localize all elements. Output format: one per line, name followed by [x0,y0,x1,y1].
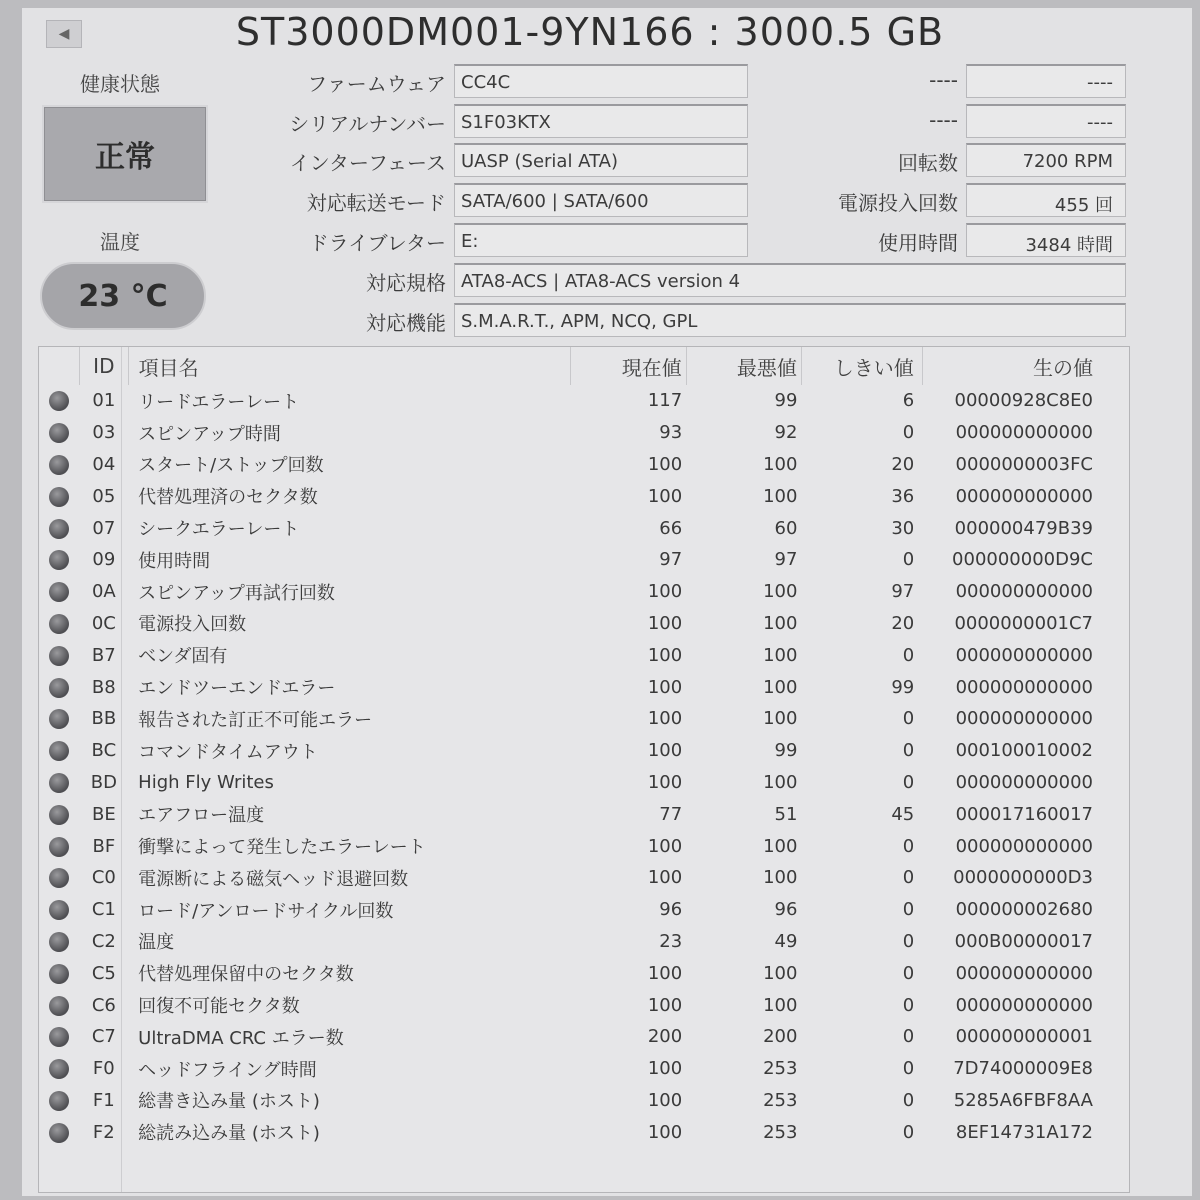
attribute-current: 100 [647,1058,683,1080]
attribute-current: 100 [647,453,683,475]
unknown-label-1: ---- [929,68,958,92]
column-header-threshold[interactable]: しきい値 [801,347,922,385]
status-cell [39,671,80,703]
attribute-threshold: 97 [891,581,915,603]
interface-label: インターフェース [289,151,446,175]
attribute-threshold: 20 [891,453,915,475]
attribute-threshold: 0 [902,740,915,762]
attribute-name: 使用時間 [138,550,211,572]
status-cell [39,1053,80,1085]
status-dot-icon [49,487,69,507]
attribute-threshold: 30 [891,517,915,539]
attribute-id: 03 [92,422,116,444]
table-row[interactable] [39,894,1129,926]
table-row[interactable] [39,512,1129,544]
column-header-raw[interactable]: 生の値 [1033,355,1093,380]
status-cell [39,544,80,576]
status-dot-icon [49,1027,69,1047]
attribute-name: コマンドタイムアウト [138,741,318,763]
table-row[interactable] [39,417,1129,449]
attribute-raw: 00000928C8E0 [954,390,1093,412]
attribute-threshold: 36 [891,485,915,507]
status-cell [39,894,80,926]
status-cell [39,639,80,671]
attribute-worst: 100 [763,453,798,475]
attribute-threshold: 0 [902,1058,915,1080]
table-row[interactable] [39,1021,1129,1053]
attribute-name: エアフロー温度 [138,805,265,827]
table-row[interactable] [39,1116,1129,1148]
table-row[interactable] [39,798,1129,830]
attribute-raw: 000100010002 [955,740,1093,762]
status-cell [39,926,80,958]
status-dot-icon [49,868,69,888]
table-row[interactable] [39,671,1129,703]
attribute-id: F1 [92,1089,115,1111]
attribute-threshold: 0 [902,930,915,952]
attribute-current: 100 [647,1089,683,1111]
smart-table[interactable] [38,346,1130,1193]
attribute-id: C2 [91,930,116,952]
table-row[interactable] [39,703,1129,735]
power-on-hours-label: 使用時間 [878,231,958,255]
status-dot-icon [49,1091,69,1111]
attribute-current: 97 [659,549,683,571]
status-cell [39,1085,80,1117]
status-dot-icon [49,519,69,539]
attribute-worst: 100 [763,644,798,666]
attribute-id: 09 [92,549,116,571]
attribute-id: BF [92,835,116,857]
firmware-field: CC4C [454,64,748,98]
attribute-worst: 100 [763,676,798,698]
status-cell [39,957,80,989]
attribute-id: BB [91,708,117,730]
table-row[interactable] [39,989,1129,1021]
attribute-id: C6 [91,994,116,1016]
status-dot-icon [49,550,69,570]
table-row[interactable] [39,767,1129,799]
attribute-current: 100 [647,994,683,1016]
status-cell [39,385,80,417]
attribute-raw: 000000000000 [955,994,1093,1016]
status-cell [39,1021,80,1053]
table-row[interactable] [39,735,1129,767]
smart-attributes-table [39,347,1129,1148]
attribute-raw: 000000479B39 [954,517,1093,539]
attribute-raw: 000000000001 [955,1026,1093,1048]
status-cell [39,735,80,767]
attribute-name: エンドツーエンドエラー [138,678,336,700]
status-dot-icon [49,423,69,443]
attribute-name: 衝撃によって発生したエラーレート [138,837,426,859]
column-header-name[interactable]: 項目名 [128,347,571,385]
attribute-threshold: 0 [902,422,915,444]
status-cell [39,703,80,735]
attribute-name: UltraDMA CRC エラー数 [138,1027,344,1049]
attribute-worst: 92 [774,422,798,444]
attribute-threshold: 0 [902,899,915,921]
attribute-name: ベンダ固有 [138,646,228,668]
status-dot-icon [49,741,69,761]
attribute-threshold: 0 [902,1026,915,1048]
serial-label: シリアルナンバー [289,112,446,136]
serial-field: S1F03KTX [454,104,748,138]
status-dot-icon [49,964,69,984]
drive-letter-label: ドライブレター [308,231,446,255]
standard-field: ATA8-ACS | ATA8-ACS version 4 [454,263,1126,297]
rotation-label: 回転数 [898,151,958,175]
attribute-current: 93 [659,422,683,444]
status-dot-icon [49,1059,69,1079]
attribute-current: 100 [647,740,683,762]
attribute-current: 100 [647,962,683,984]
column-header-current[interactable]: 現在値 [571,347,686,385]
status-dot-icon [49,646,69,666]
table-header-row [39,347,1129,385]
attribute-raw: 0000000003FC [955,453,1093,475]
attribute-raw: 000000000000 [955,644,1093,666]
attribute-threshold: 0 [902,708,915,730]
attribute-raw: 000000000000 [955,771,1093,793]
attribute-current: 100 [647,1121,683,1143]
attribute-name: シークエラーレート [138,519,300,541]
attribute-raw: 000000002680 [955,899,1093,921]
status-cell [39,767,80,799]
attribute-current: 100 [647,676,683,698]
attribute-threshold: 0 [902,771,915,793]
status-dot-icon [49,709,69,729]
attribute-id: 01 [92,390,116,412]
attribute-id: 04 [92,453,116,475]
features-field: S.M.A.R.T., APM, NCQ, GPL [454,303,1126,337]
table-row[interactable] [39,1053,1129,1085]
attribute-name: スピンアップ再試行回数 [138,582,335,604]
attribute-id: C0 [91,867,116,889]
status-dot-icon [49,455,69,475]
attribute-worst: 100 [763,962,798,984]
table-row[interactable] [39,957,1129,989]
attribute-worst: 100 [763,612,798,634]
column-header-status[interactable] [39,347,80,385]
attribute-raw: 000000000000 [955,708,1093,730]
status-dot-icon [49,805,69,825]
attribute-current: 100 [647,644,683,666]
power-on-count-field: 455 回 [966,183,1126,217]
firmware-label: ファームウェア [307,72,446,96]
status-cell [39,862,80,894]
attribute-current: 77 [659,803,683,825]
attribute-id: 07 [92,517,116,539]
attribute-threshold: 0 [902,994,915,1016]
status-dot-icon [49,932,69,952]
attribute-worst: 99 [774,390,798,412]
attribute-worst: 100 [763,581,798,603]
health-status-button[interactable]: 正常 [42,105,208,203]
attribute-worst: 49 [774,930,798,952]
attribute-raw: 0000000000D3 [953,867,1093,889]
status-cell [39,830,80,862]
power-on-hours-field: 3484 時間 [966,223,1126,257]
attribute-threshold: 6 [902,390,915,412]
attribute-threshold: 0 [902,962,915,984]
attribute-current: 100 [647,708,683,730]
attribute-raw: 000017160017 [955,803,1093,825]
table-row[interactable] [39,608,1129,640]
table-row[interactable] [39,449,1129,481]
rotation-field: 7200 RPM [966,143,1126,177]
attribute-raw: 0000000001C7 [954,612,1093,634]
attribute-worst: 100 [763,994,798,1016]
attribute-id: F2 [92,1121,115,1143]
power-on-count-label: 電源投入回数 [838,191,958,215]
attribute-id: 0C [91,612,116,634]
status-cell [39,1116,80,1148]
attribute-threshold: 99 [891,676,915,698]
table-row[interactable] [39,1085,1129,1117]
status-cell [39,449,80,481]
attribute-current: 96 [659,899,683,921]
attribute-threshold: 0 [902,1089,915,1111]
attribute-raw: 000000000000 [955,581,1093,603]
attribute-threshold: 20 [891,612,915,634]
attribute-name: 電源断による磁気ヘッド退避回数 [138,868,409,890]
attribute-raw: 000000000000 [955,676,1093,698]
attribute-name: High Fly Writes [138,771,274,793]
attribute-id: 0A [91,581,116,603]
attribute-current: 100 [647,612,683,634]
attribute-worst: 100 [763,867,798,889]
attribute-id: C1 [91,899,116,921]
table-row[interactable] [39,926,1129,958]
attribute-current: 100 [647,771,683,793]
attribute-worst: 100 [763,708,798,730]
attribute-name: 温度 [138,932,175,954]
attribute-id: B8 [91,676,116,698]
status-dot-icon [49,678,69,698]
table-row[interactable] [39,385,1129,417]
column-header-worst[interactable]: 最悪値 [686,347,801,385]
attribute-name: 総読み込み量 (ホスト) [138,1123,320,1145]
attribute-worst: 100 [763,771,798,793]
attribute-current: 200 [647,1026,683,1048]
attribute-worst: 60 [774,517,798,539]
standard-label: 対応規格 [366,271,446,295]
status-dot-icon [49,582,69,602]
attribute-raw: 8EF14731A172 [955,1121,1093,1143]
attribute-current: 100 [647,581,683,603]
drive-letter-field: E: [454,223,748,257]
attribute-raw: 000000000000 [955,835,1093,857]
attribute-current: 100 [647,485,683,507]
attribute-id: C5 [91,962,116,984]
attribute-raw: 7D74000009E8 [953,1058,1093,1080]
attribute-name: ヘッドフライング時間 [138,1059,317,1081]
status-dot-icon [49,900,69,920]
attribute-raw: 5285A6FBF8AA [953,1089,1093,1111]
disk-title: ST3000DM001-9YN166 : 3000.5 GB [235,10,945,54]
features-label: 対応機能 [366,311,446,335]
table-row[interactable] [39,576,1129,608]
attribute-name: 代替処理保留中のセクタ数 [138,964,354,986]
attribute-worst: 99 [774,740,798,762]
temperature-label: 温度 [100,230,140,254]
attribute-id: F0 [92,1058,115,1080]
attribute-worst: 200 [763,1026,798,1048]
attribute-name: スピンアップ時間 [138,423,281,445]
attribute-worst: 97 [774,549,798,571]
table-row[interactable] [39,544,1129,576]
attribute-threshold: 0 [902,835,915,857]
unknown-label-2: ---- [929,108,958,132]
attribute-raw: 000000000000 [955,485,1093,507]
attribute-name: 報告された訂正不可能エラー [138,709,373,731]
table-row[interactable] [39,862,1129,894]
attribute-name: スタート/ストップ回数 [138,455,324,477]
status-cell [39,608,80,640]
attribute-id: BD [90,771,117,793]
attribute-name: 回復不可能セクタ数 [138,996,300,1018]
attribute-id: 05 [92,485,116,507]
status-cell [39,512,80,544]
attribute-threshold: 45 [891,803,915,825]
attribute-worst: 96 [774,899,798,921]
attribute-worst: 51 [774,803,798,825]
attribute-name: ロード/アンロードサイクル回数 [138,900,394,922]
attribute-raw: 000000000D9C [952,549,1093,571]
attribute-threshold: 0 [902,1121,915,1143]
attribute-id: BC [91,740,117,762]
attribute-current: 66 [659,517,683,539]
attribute-worst: 253 [763,1058,798,1080]
attribute-threshold: 0 [902,644,915,666]
smart-table-body [39,385,1129,1148]
attribute-raw: 000B00000017 [954,930,1093,952]
previous-disk-button[interactable] [46,20,82,48]
unknown-field-2: ---- [966,104,1126,138]
status-cell [39,798,80,830]
attribute-name: リードエラーレート [138,391,300,413]
attribute-name: 総書き込み量 (ホスト) [138,1091,320,1113]
attribute-raw: 000000000000 [955,422,1093,444]
attribute-name: 電源投入回数 [138,614,247,636]
attribute-current: 23 [659,930,683,952]
attribute-threshold: 0 [902,549,915,571]
status-cell [39,417,80,449]
attribute-current: 100 [647,835,683,857]
column-header-id[interactable]: ID [80,347,129,385]
status-cell [39,989,80,1021]
status-dot-icon [49,773,69,793]
attribute-worst: 253 [763,1089,798,1111]
table-row[interactable] [39,639,1129,671]
status-cell [39,480,80,512]
attribute-id: B7 [91,644,116,666]
status-dot-icon [49,837,69,857]
attribute-current: 117 [647,390,683,412]
interface-field: UASP (Serial ATA) [454,143,748,177]
status-cell [39,576,80,608]
transfer-mode-field: SATA/600 | SATA/600 [454,183,748,217]
attribute-current: 100 [647,867,683,889]
triangle-left-icon: ◀ [58,26,70,42]
status-dot-icon [49,1123,69,1143]
attribute-worst: 100 [763,835,798,857]
health-status-label: 健康状態 [80,72,160,96]
attribute-raw: 000000000000 [955,962,1093,984]
attribute-threshold: 0 [902,867,915,889]
attribute-worst: 100 [763,485,798,507]
attribute-id: BE [91,803,116,825]
status-dot-icon [49,391,69,411]
status-dot-icon [49,614,69,634]
attribute-name: 代替処理済のセクタ数 [138,487,318,509]
attribute-worst: 253 [763,1121,798,1143]
temperature-button[interactable]: 23 °C [40,262,206,330]
transfer-mode-label: 対応転送モード [306,191,446,215]
unknown-field-1: ---- [966,64,1126,98]
table-row[interactable] [39,480,1129,512]
status-dot-icon [49,996,69,1016]
table-row[interactable] [39,830,1129,862]
attribute-id: C7 [91,1026,116,1048]
